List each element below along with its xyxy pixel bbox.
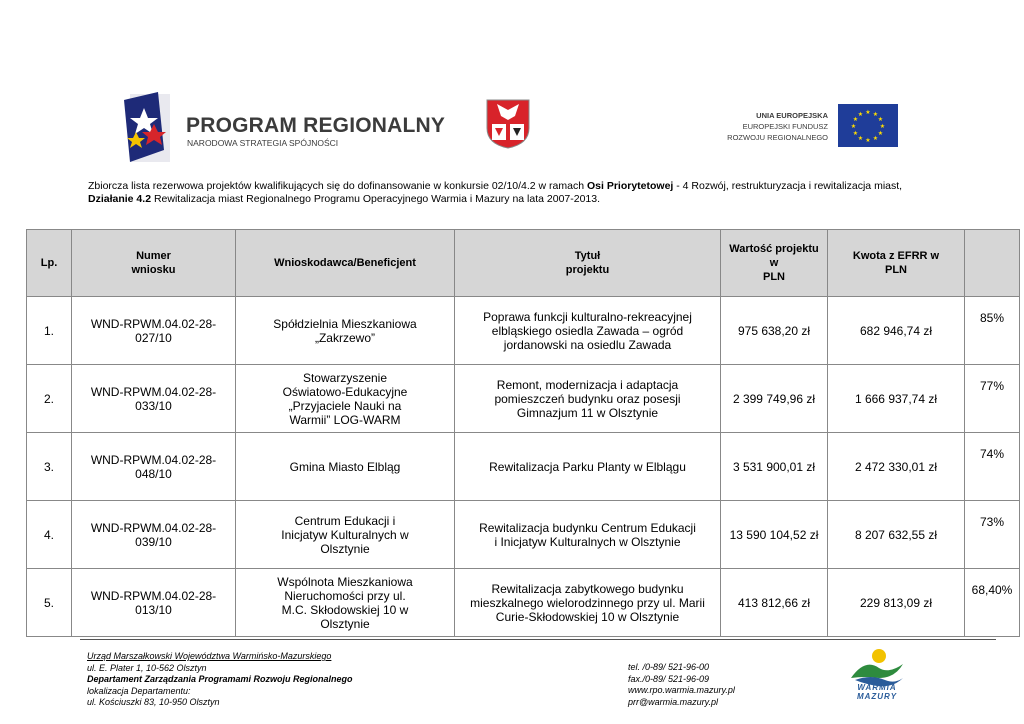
table-header-row <box>27 230 1020 297</box>
cell-percent: 73% <box>965 501 1020 569</box>
footer-divider <box>80 639 996 640</box>
cell-numer: WND-RPWM.04.02-28- 013/10 <box>72 569 236 637</box>
intro-bold-2: Działanie 4.2 <box>88 193 152 205</box>
svg-text:★: ★ <box>850 123 857 130</box>
cell-numer: WND-RPWM.04.02-28- 039/10 <box>72 501 236 569</box>
header-tytul: Tytuł projektu <box>455 230 721 297</box>
cell-tytul: Remont, modernizacja i adaptacja pomieszczeń budynku oraz posesji Gimnazjum 11 w Olsztynie <box>455 365 721 433</box>
cell-kwota: 2 472 330,01 zł <box>828 433 965 501</box>
cell-beneficjent: Stowarzyszenie Oświatowo-Edukacyjne „Przyjaciele Nauki na Warmii” LOG-WARM <box>236 365 455 433</box>
intro-text <box>88 180 968 206</box>
table-row <box>27 569 1020 637</box>
svg-text:★: ★ <box>852 130 859 137</box>
cell-beneficjent: Centrum Edukacji i Inicjatyw Kulturalnych w Olsztynie <box>236 501 455 569</box>
cell-lp: 2. <box>27 365 72 433</box>
eu-line-1: UNIA EUROPEJSKA <box>756 111 828 120</box>
cell-beneficjent: Wspólnota Mieszkaniowa Nieruchomości przy ul. M.C. Skłodowskiej 10 w Olsztynie <box>236 569 455 637</box>
footer-email-link[interactable]: prr@warmia.mazury.pl <box>628 696 718 707</box>
eu-flag-icon <box>838 104 898 147</box>
footer-office: Urząd Marszałkowski Województwa Warmińsko-Mazurskiego <box>87 651 332 661</box>
footer-address-2: ul. Kościuszki 83, 10-950 Olsztyn <box>87 697 220 707</box>
cell-wartosc: 2 399 749,96 zł <box>721 365 828 433</box>
footer-contact <box>628 662 735 708</box>
cell-wartosc: 13 590 104,52 zł <box>721 501 828 569</box>
program-regionalny-logo <box>124 90 446 166</box>
warmia-mazury-logo-text: WARMIA MAZURY <box>856 683 898 701</box>
svg-text:★: ★ <box>872 111 879 118</box>
svg-text:★: ★ <box>879 123 886 130</box>
cell-wartosc: 3 531 900,01 zł <box>721 433 828 501</box>
cell-lp: 5. <box>27 569 72 637</box>
footer-fax: fax./0-89/ 521-96-09 <box>628 673 710 684</box>
header-wartosc: Wartość projektu w PLN <box>721 230 828 297</box>
header-kwota: Kwota z EFRR w PLN <box>828 230 965 297</box>
header-wnioskodawca: Wnioskodawca/Beneficjent <box>236 230 455 297</box>
footer-department: Departament Zarządzania Programami Rozwoju Regionalnego <box>87 674 353 684</box>
table-row <box>27 365 1020 433</box>
footer-location-label: lokalizacja Departamentu: <box>87 685 191 696</box>
program-title: PROGRAM REGIONALNY <box>186 114 446 137</box>
svg-text:★: ★ <box>857 111 864 118</box>
cell-wartosc: 975 638,20 zł <box>721 297 828 365</box>
svg-text:★: ★ <box>872 135 879 142</box>
footer-tel: tel. /0-89/ 521-96-00 <box>628 662 710 672</box>
cell-tytul: Rewitalizacja budynku Centrum Edukacji i Inicjatyw Kulturalnych w Olsztynie <box>455 501 721 569</box>
table-row <box>27 433 1020 501</box>
cell-numer: WND-RPWM.04.02-28- 027/10 <box>72 297 236 365</box>
cell-wartosc: 413 812,66 zł <box>721 569 828 637</box>
eu-line-2: EUROPEJSKI FUNDUSZ <box>742 122 828 131</box>
cell-lp: 4. <box>27 501 72 569</box>
footer-web-link[interactable]: www.rpo.warmia.mazury.pl <box>628 685 735 695</box>
table-row <box>27 297 1020 365</box>
cell-tytul: Rewitalizacja zabytkowego budynku mieszkalnego wielorodzinnego przy ul. Marii Curie-Skłodowskiej 10 w Olsztynie <box>455 569 721 637</box>
header-lp: Lp. <box>27 230 72 297</box>
cell-lp: 1. <box>27 297 72 365</box>
program-subtitle: NARODOWA STRATEGIA SPÓJNOŚCI <box>187 138 339 148</box>
cell-percent: 85% <box>965 297 1020 365</box>
cell-kwota: 1 666 937,74 zł <box>828 365 965 433</box>
intro-part-3: Rewitalizacja miast Regionalnego Programu Operacyjnego Warmia i Mazury na lata 2007-2013. <box>151 193 601 205</box>
voivodeship-crest-icon <box>485 98 531 150</box>
reserve-list-table <box>26 229 1020 637</box>
svg-text:★: ★ <box>857 135 864 142</box>
svg-text:★: ★ <box>877 116 884 123</box>
cell-numer: WND-RPWM.04.02-28- 048/10 <box>72 433 236 501</box>
svg-text:★: ★ <box>865 137 871 144</box>
intro-part-1: Zbiorcza lista rezerwowa projektów kwalifikujących się do dofinansowanie w konkursie 02/10/4.2 w ramach <box>88 180 587 192</box>
cell-kwota: 682 946,74 zł <box>828 297 965 365</box>
cell-percent: 74% <box>965 433 1020 501</box>
eu-logo-text <box>700 110 828 143</box>
header-percent <box>965 230 1020 297</box>
footer-address <box>87 651 353 709</box>
cell-lp: 3. <box>27 433 72 501</box>
svg-text:★: ★ <box>852 116 859 123</box>
cell-percent: 77% <box>965 365 1020 433</box>
eu-line-3: ROZWOJU REGIONALNEGO <box>727 133 828 142</box>
header-numer: Numer wniosku <box>72 230 236 297</box>
intro-part-2: - 4 Rozwój, restrukturyzacja i rewitalizacja miast, <box>673 180 903 192</box>
cell-tytul: Poprawa funkcji kulturalno-rekreacyjnej elbląskiego osiedla Zawada – ogród jordanowski na osiedlu Zawada <box>455 297 721 365</box>
cell-beneficjent: Gmina Miasto Elbląg <box>236 433 455 501</box>
cell-kwota: 229 813,09 zł <box>828 569 965 637</box>
footer-address-1: ul. E. Plater 1, 10-562 Olsztyn <box>87 662 207 673</box>
cell-percent: 68,40% <box>965 569 1020 637</box>
cell-beneficjent: Spółdzielnia Mieszkaniowa „Zakrzewo” <box>236 297 455 365</box>
svg-text:★: ★ <box>877 130 884 137</box>
program-logo-icon <box>124 90 184 166</box>
cell-kwota: 8 207 632,55 zł <box>828 501 965 569</box>
cell-numer: WND-RPWM.04.02-28- 033/10 <box>72 365 236 433</box>
svg-text:★: ★ <box>865 109 871 116</box>
table-row <box>27 501 1020 569</box>
cell-tytul: Rewitalizacja Parku Planty w Elblągu <box>455 433 721 501</box>
intro-bold-1: Osi Priorytetowej <box>586 180 674 192</box>
